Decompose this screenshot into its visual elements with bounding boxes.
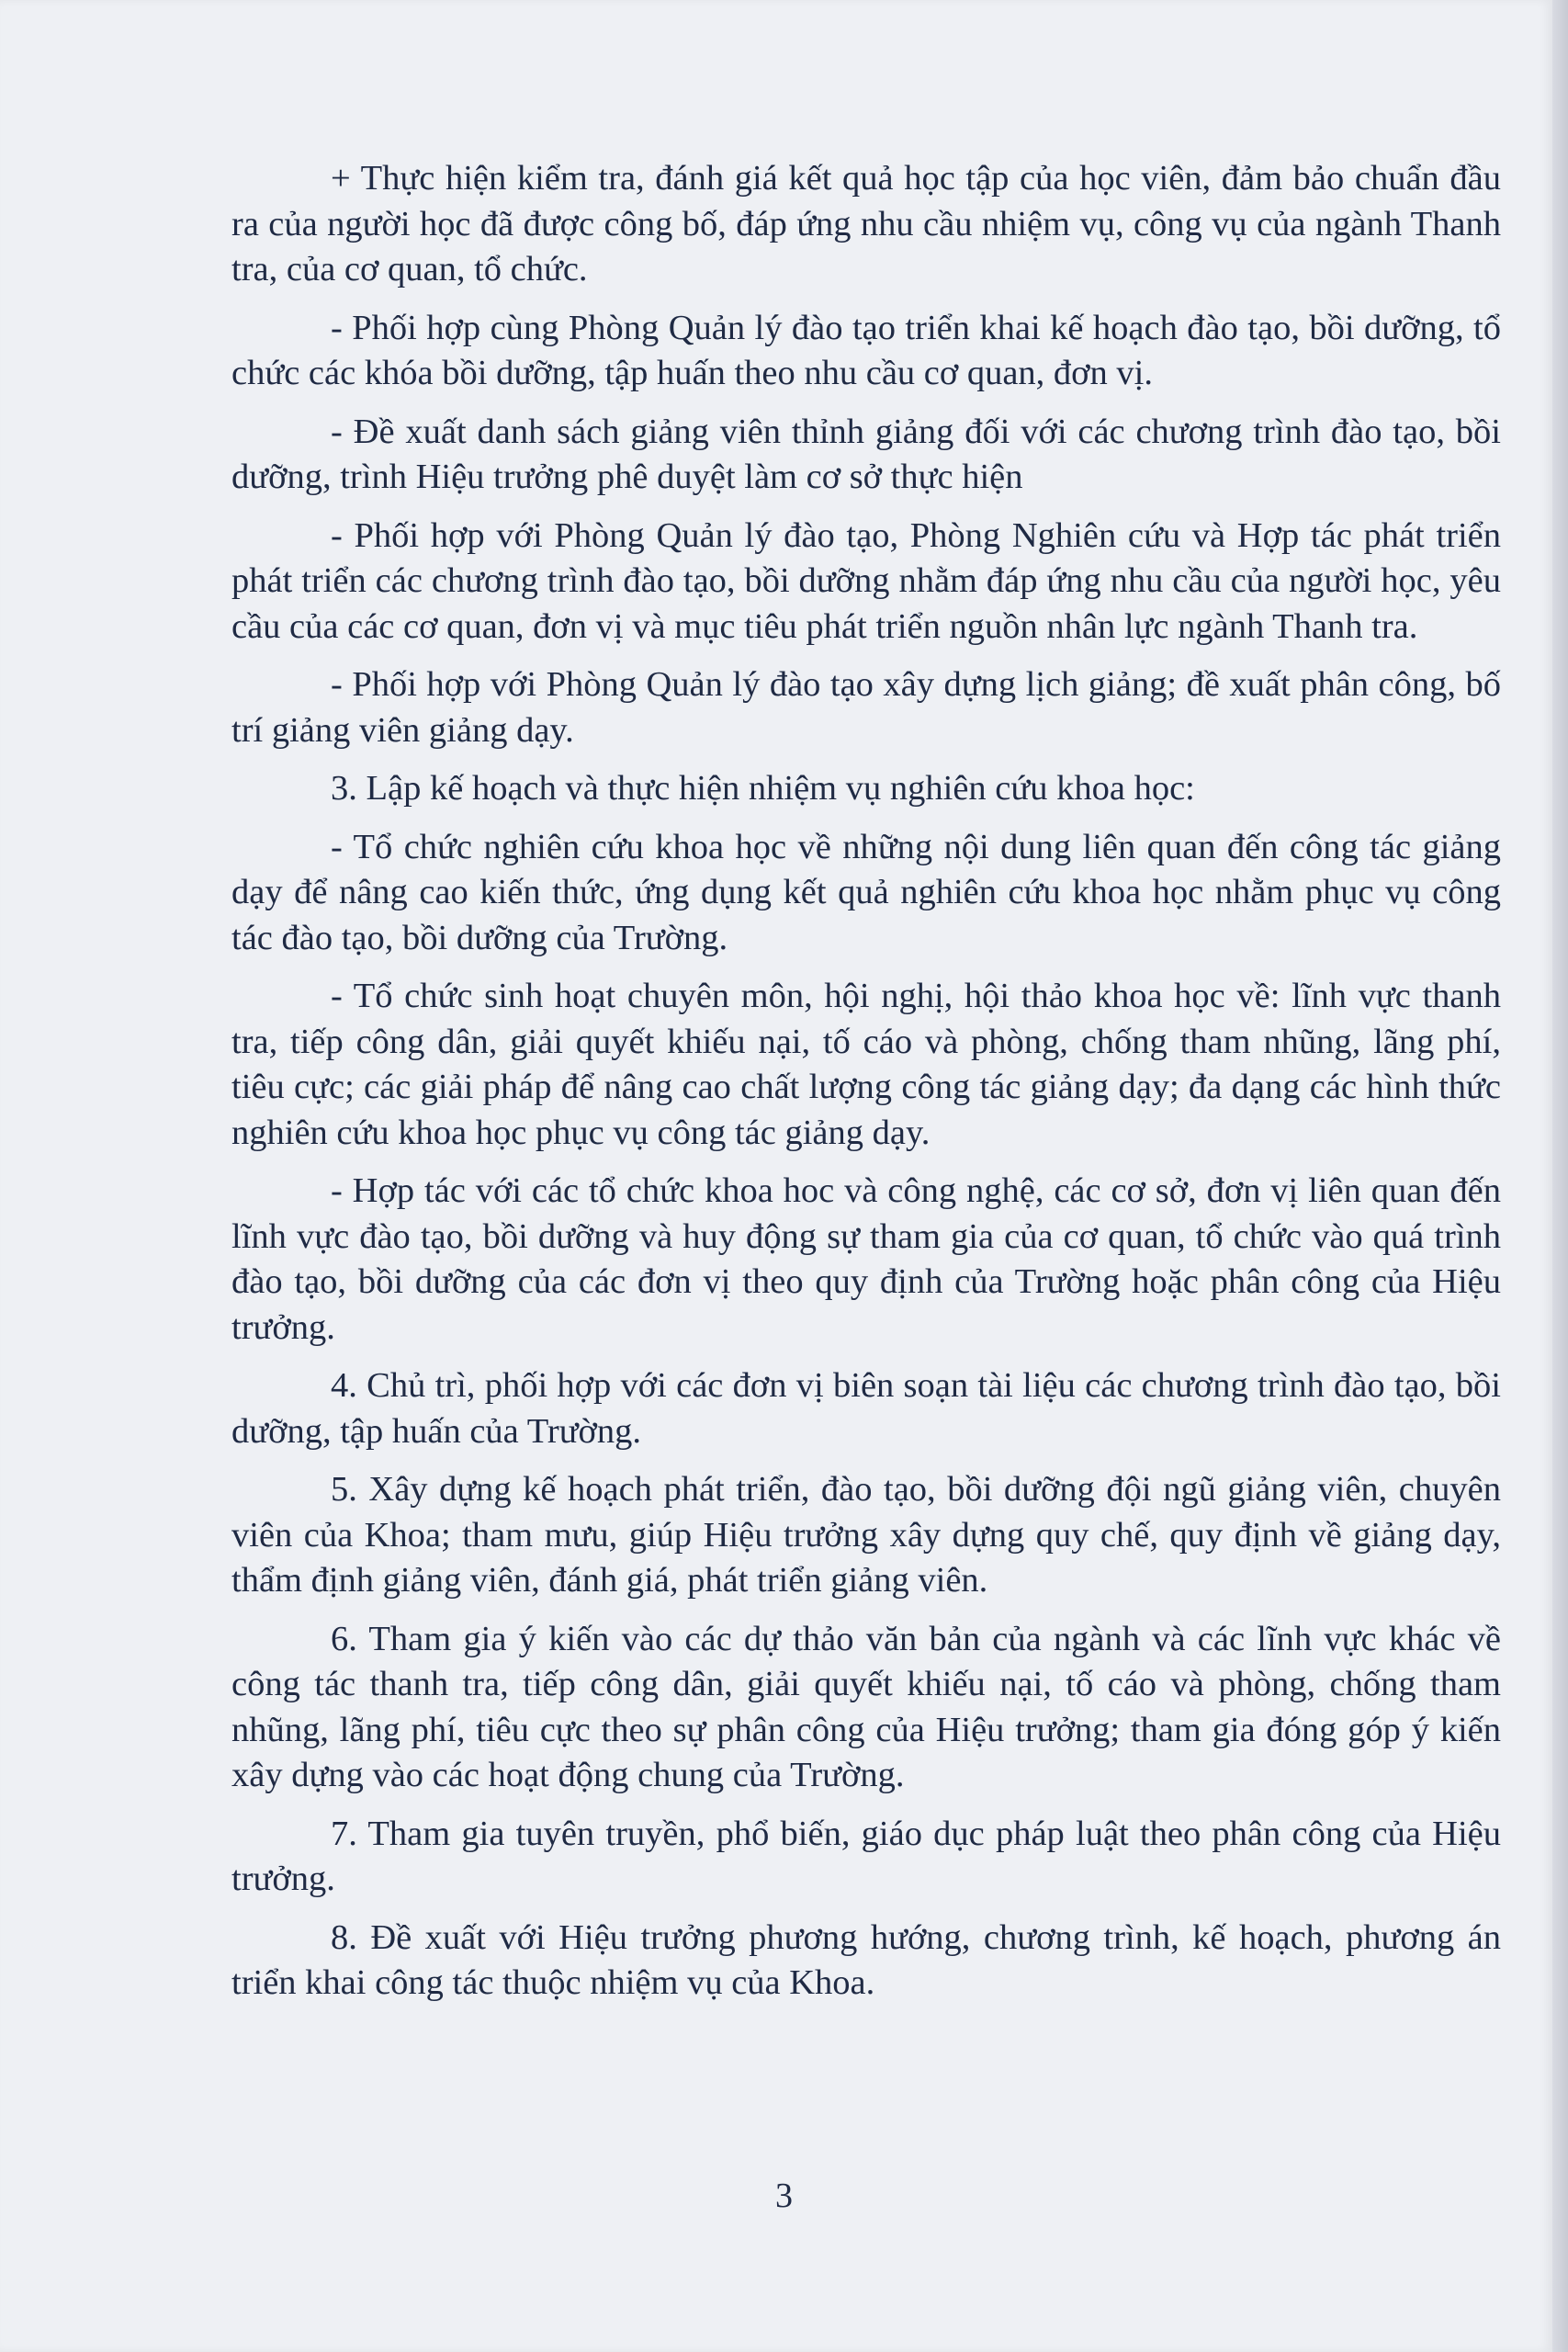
paragraph-cooperation: - Hợp tác với các tổ chức khoa hoc và công nghệ, các cơ sở, đơn vị liên quan đến lĩnh vực đào tạo, bồi dưỡng và huy động sự tham gia của cơ quan, tổ chức vào quá trình đào tạo, bồi dưỡng của các đơn vị theo quy định của Trường hoặc phân công của Hiệu trưởng. bbox=[231, 1171, 1501, 1347]
paragraph-section-5: 5. Xây dựng kế hoạch phát triển, đào tạo, bồi dưỡng đội ngũ giảng viên, chuyên viên của Khoa; tham mưu, giúp Hiệu trưởng xây dựng quy chế, quy định về giảng dạy, thẩm định giảng viên, đánh giá, phát triển giảng viên. bbox=[231, 1470, 1501, 1600]
paragraph-section-3: 3. Lập kế hoạch và thực hiện nhiệm vụ nghiên cứu khoa học: bbox=[331, 769, 1195, 808]
paragraph-program-development: - Phối hợp với Phòng Quản lý đào tạo, Phòng Nghiên cứu và Hợp tác phát triển phát triển các chương trình đào tạo, bồi dưỡng nhằm đáp ứng nhu cầu của người học, yêu cầu của các cơ quan, đơn vị và mục tiêu phát triển nguồn nhân lực ngành Thanh tra. bbox=[231, 515, 1501, 646]
paragraph-section-8: 8. Đề xuất với Hiệu trưởng phương hướng, chương trình, kế hoạch, phương án triển khai công tác thuộc nhiệm vụ của Khoa. bbox=[231, 1917, 1501, 2002]
paragraph-section-4: 4. Chủ trì, phối hợp với các đơn vị biên soạn tài liệu các chương trình đào tạo, bồi dưỡng, tập huấn của Trường. bbox=[231, 1366, 1501, 1451]
paragraph-research: - Tổ chức nghiên cứu khoa học về những nội dung liên quan đến công tác giảng dạy để nâng cao kiến thức, ứng dụng kết quả nghiên cứu khoa học nhằm phục vụ công tác đào tạo, bồi dưỡng của Trường. bbox=[231, 827, 1501, 957]
paragraph-section-6: 6. Tham gia ý kiến vào các dự thảo văn bản của ngành và các lĩnh vực khác về công tác thanh tra, tiếp công dân, giải quyết khiếu nại, tố cáo và phòng, chống tham nhũng, lãng phí, tiêu cực theo sự phân công của Hiệu trưởng; tham gia đóng góp ý kiến xây dựng vào các hoạt động chung của Trường. bbox=[231, 1619, 1501, 1794]
document-body bbox=[231, 156, 1501, 2019]
paragraph-guest-lecturers: - Đề xuất danh sách giảng viên thỉnh giảng đối với các chương trình đào tạo, bồi dưỡng, trình Hiệu trưởng phê duyệt làm cơ sở thực hiện bbox=[231, 412, 1501, 496]
paragraph-training-coordination: - Phối hợp cùng Phòng Quản lý đào tạo triển khai kế hoạch đào tạo, bồi dưỡng, tổ chức các khóa bồi dưỡng, tập huấn theo nhu cầu cơ quan, đơn vị. bbox=[231, 308, 1501, 392]
paragraph-section-7: 7. Tham gia tuyên truyền, phổ biến, giáo dục pháp luật theo phân công của Hiệu trưởng. bbox=[231, 1814, 1501, 1898]
paper-edge bbox=[1552, 0, 1568, 2352]
paragraph-assessment: + Thực hiện kiểm tra, đánh giá kết quả học tập của học viên, đảm bảo chuẩn đầu ra của người học đã được công bố, đáp ứng nhu cầu nhiệm vụ, công vụ của ngành Thanh tra, của cơ quan, tổ chức. bbox=[231, 159, 1501, 288]
page-number: 3 bbox=[775, 2177, 793, 2215]
paragraph-teaching-schedule: - Phối hợp với Phòng Quản lý đào tạo xây dựng lịch giảng; đề xuất phân công, bố trí giảng viên giảng dạy. bbox=[231, 665, 1501, 750]
paragraph-seminars: - Tổ chức sinh hoạt chuyên môn, hội nghị, hội thảo khoa học về: lĩnh vực thanh tra, tiếp công dân, giải quyết khiếu nại, tố cáo và phòng, chống tham nhũng, lãng phí, tiêu cực; các giải pháp để nâng cao chất lượng công tác giảng dạy; đa dạng các hình thức nghiên cứu khoa học phục vụ công tác giảng dạy. bbox=[231, 977, 1501, 1152]
